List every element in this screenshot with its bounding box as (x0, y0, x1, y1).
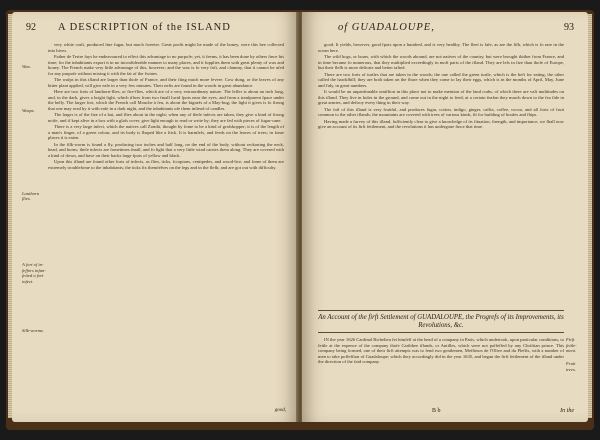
margin-note: A fort of in-feffors infan- feited a fort infect. (22, 262, 46, 284)
paragraph: The foil of this ifland is very fruitful, and produces fugar, cotton, indigo, ginger, caffia, coffee, cocoa, and all forts of fruit common to the other iflands; the mountains are covered with trees of various kinds, fit for building of houfes and fhips. (318, 106, 564, 117)
margin-note: Lanthorn flies. (22, 190, 40, 201)
catchword: good, (274, 408, 286, 413)
paragraph: In the filk-worm is found a fly, producing two inches and half long, on the end of the body, without reckoning the neck, head, and horns; thefe infects are fometimes fmall, and fo light that a very little wind carries them along. They are covered with a kind of down, and have on their backs large fpots of yellow and black. (48, 141, 284, 158)
paragraph: There is a very large infect, which the natives call Zombi, thought by fome to be a kind of grafshopper; it is of the length of a man's finger, of a green colour, and its body is fhaped like a ftick. It is harmlefs, and feeds on the leaves of trees; in fome places it is eaten. (48, 124, 284, 140)
margin-note: Silk-worms. (22, 328, 44, 333)
paragraph: The wafps in this ifland are larger than thofe of France, and their fting much more fevere. Cow dung, or the leaves of any bitter plant applied, will give eafe in a very few minutes. Their nefts are found in the woods in great abundance. (48, 77, 284, 88)
paragraph: IN the year 1626 Cardinal Richelieu fet himfelf at the head of a company in Paris, which undertook, upon particular conditions, to fettle at the expence of the company thofe Caribbee iflands, or Antilles, which were not poffeffed by any Chriftian prince. This company being formed, one of their firft attempts was to fend two gentlemen, Meffieurs de l'Olive and du Pleffis, with a number of men to take poffeffion of Guadaloupe; which they accordingly did in the year 1635, and began the firft fettlement of the ifland under the direction of the faid company. (318, 337, 564, 364)
paragraph: Upon this ifland are found other forts of infects, as flies, ticks, fcorpions, centipedes, and wood-lice, and fome of them are extremely troublefome to the inhabitants; the ticks fix themfelves on the legs and in the flefh, and are got out with difficulty. (48, 159, 284, 170)
signature-mark: B b (432, 408, 441, 414)
paragraph: The larger is of the fize of a bat, and flies about in the night; when any of thefe infects are taken, they give a kind of ftrong noife, and if kept alive in a box with a glafs cover, give light enough to read or write by; they are fed with pieces of fugar-cane. (48, 112, 284, 123)
running-head: of GUADALOUPE, (338, 22, 435, 33)
section-body (318, 337, 564, 365)
section-rule-bottom (318, 332, 564, 333)
page-number: 93 (564, 22, 574, 33)
margin-note: Wax. (22, 64, 31, 69)
page-body (48, 42, 284, 171)
margin-note: Fruit trees. (566, 361, 576, 372)
left-page (12, 12, 298, 422)
page-number: 92 (26, 22, 36, 33)
paragraph: It would be an unpardonable omiffion in this place not to make mention of the land crabs, of which there are vaft multitudes on this ifland. They live in holes in the ground, and come out in the night to feed; at a certain feafon they march down to the fea fide in great armies, and deftroy every thing in their way. (318, 89, 564, 105)
section-title: An Account of the firft Settlement of GUADALOUPE, the Progrefs of its Improvements, its Revolutions, &c. (318, 314, 564, 329)
margin-note: Firft fettle- ment. (566, 337, 577, 353)
section-rule-top (318, 310, 564, 311)
paragraph: Having made a furvey of this ifland, fufficiently clear to give a knowledge of its fituation, ftrength, and importance, we fhall now give an account of its firft fettlement, and the revolutions it has undergone fince that time. (318, 118, 564, 129)
paragraph: The wild hogs, or boars, with which the woods abound, are not natives of the country, but were brought thither from France, and in time became fo numerous, that they multiplied exceedingly in moft parts of the ifland. They are lefs in fize than thofe of Europe, but their flefh is more delicate and better tafted. (318, 54, 564, 70)
paragraph: There are two forts of turtles that are taken in the woods; the one called the green turtle, which is the beft for eating, the other called the hawkfbill; they are both taken on the fhore when they come to lay their eggs, which is in the months of April, May, June and July, in great numbers. (318, 71, 564, 88)
paragraph: very white craft, produced fine fugar, but much fweeter. Great profit might be made of the honey, were this bee collected into hives. (48, 42, 284, 53)
catchword: In the (560, 408, 574, 414)
page-body (318, 42, 564, 131)
page-edges-right (588, 14, 592, 418)
paragraph: good. It yields, however, good fpots upon a hundred, and is very healthy. The fleet is fafe, as are the fifh, which is fo rare in the ocean here. (318, 42, 564, 53)
margin-note: Wasps. (22, 108, 35, 113)
paragraph: Father de Tertre fays he endeavoured to effect this advantage to no purpofe; yet, it feems, it has been done by others fince his time; for the inhabitants export it in no inconfiderable manner to many places, and it fupplies them with great plenty of wax and honey. The French make very little advantage of this, however; and the wax is fo very foft, and clammy, that it cannot be ufed for any purpofe without mixing it with the fat of the fwines. (48, 54, 284, 76)
paragraph: Here are two forts of lanthorn-flies, or fire-flies, which are of a very extraordinary nature. The leffer is about an inch long, and, in the dark, gives a bright light, which iffues from two fmall lucid fpots near the eyes, and from a tranfparent fpace under the belly. The larger fort, which the French call Mouche à feu, is about the bignefs of a May-bug; the light it gives is fo ftrong that one may read by it with eafe in a dark night, and the inhabitants ufe them inftead of candles. (48, 89, 284, 111)
right-page (302, 12, 588, 422)
running-head: A DESCRIPTION of the ISLAND (58, 22, 231, 33)
open-book (6, 4, 594, 436)
section-margin-note (566, 337, 586, 354)
